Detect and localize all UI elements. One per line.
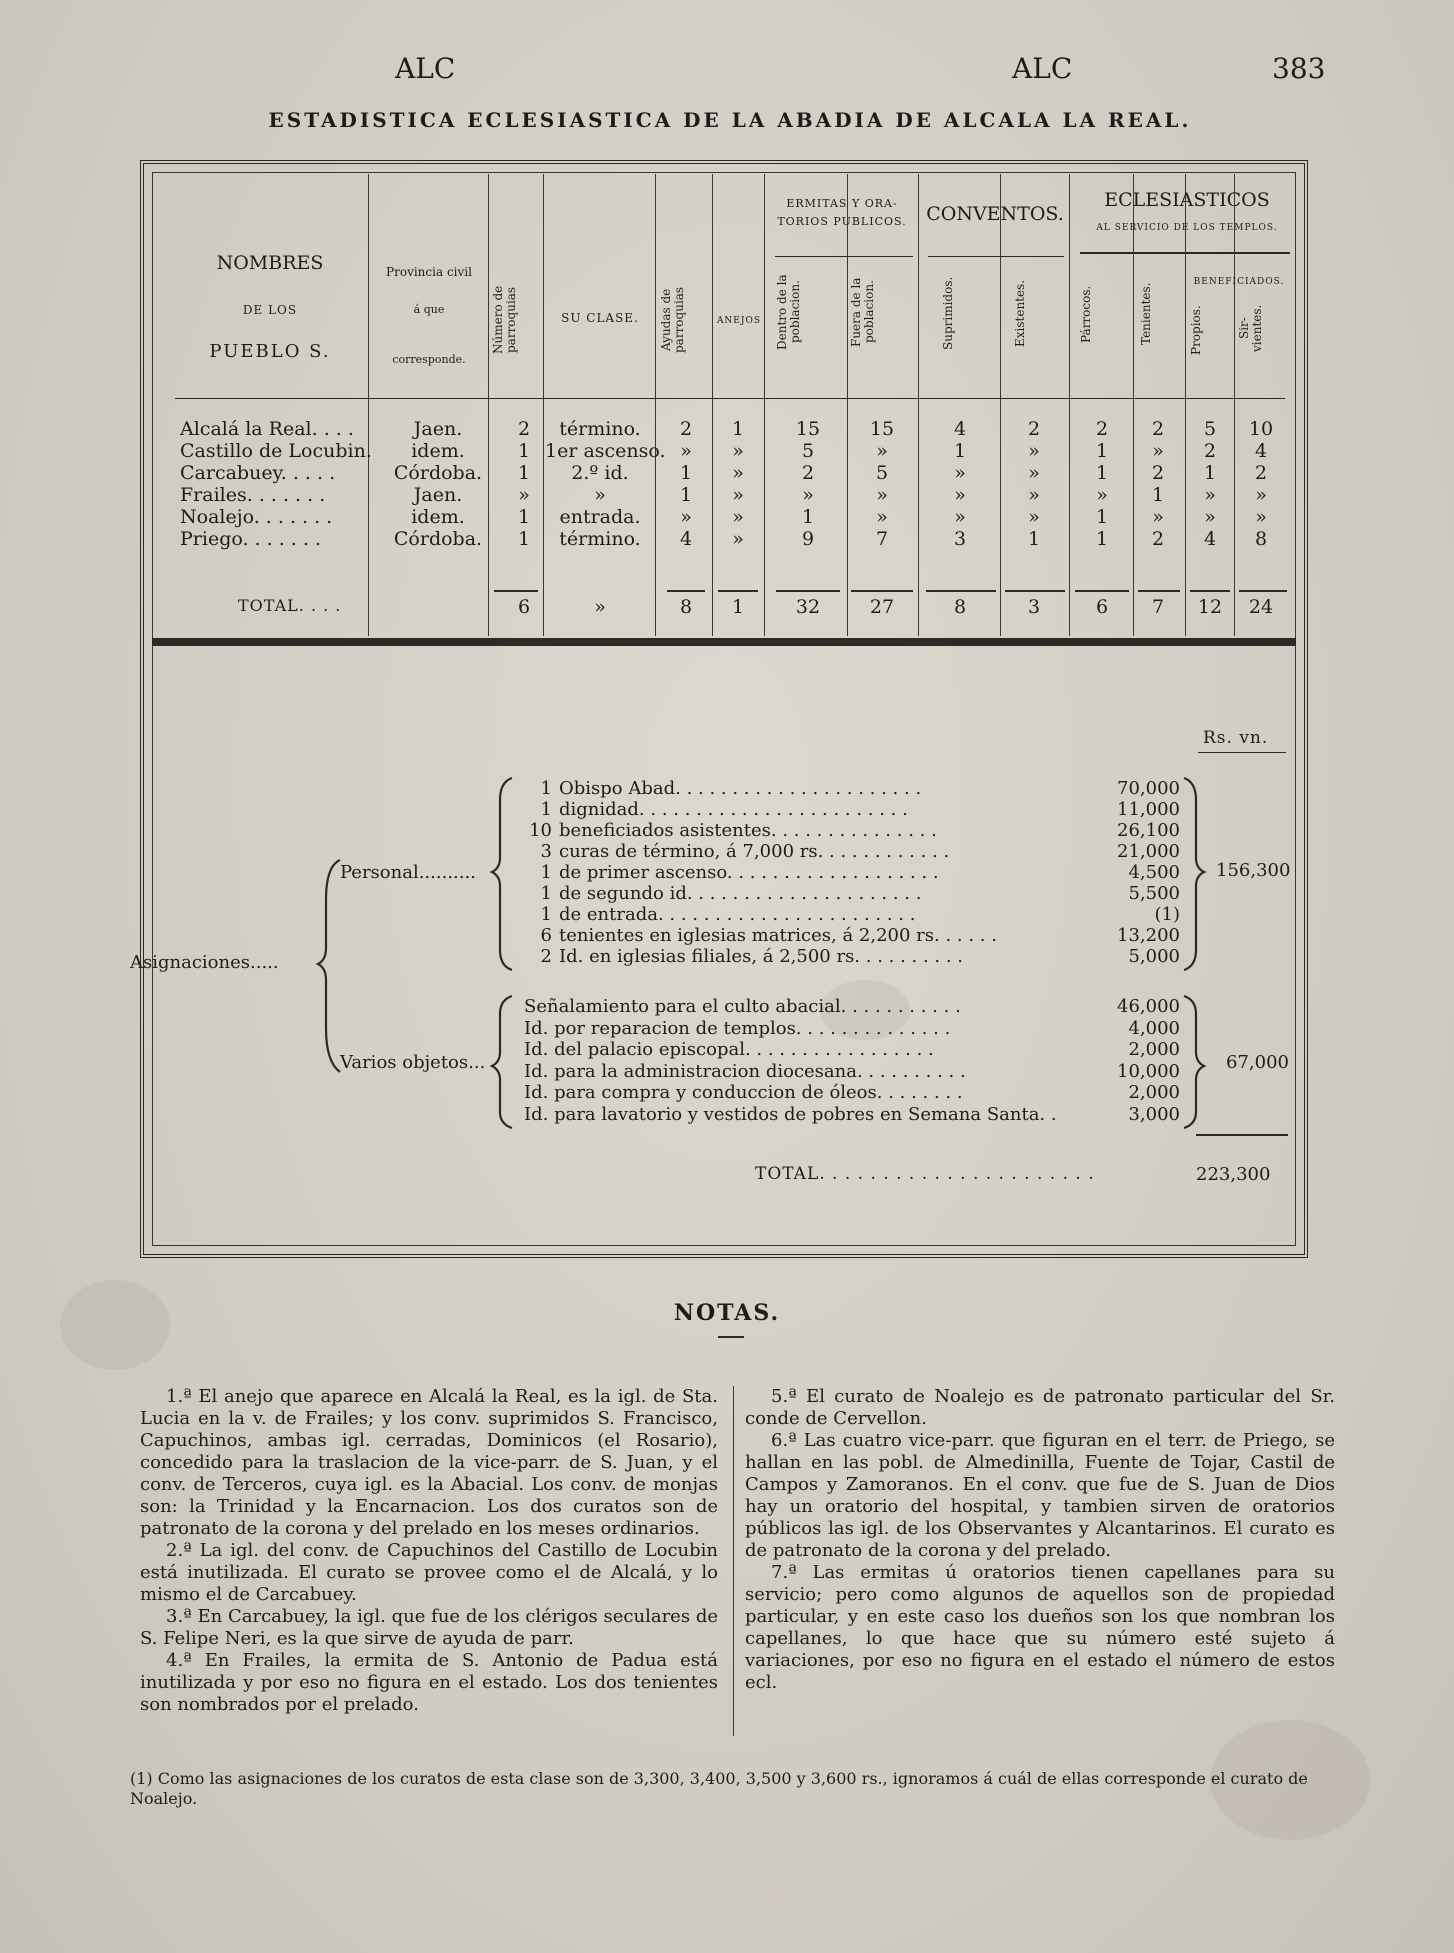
list-item (0, 925, 1454, 947)
list-item (0, 883, 1454, 905)
cell-propios: » (1204, 484, 1216, 506)
cell-prov: idem. (411, 440, 465, 462)
cell-dentro: 15 (795, 418, 821, 440)
personal-desc: Obispo Abad. . . . . . . . . . . . . . . . . . . . . . (559, 778, 922, 799)
header-fuera: Fuera de la poblacion. (849, 277, 876, 347)
cell-anejos: » (732, 506, 744, 528)
note-4: 4.ª En Frailes, la ermita de S. Antonio de Padua está inutilizada y por eso no figura en el estado. Los dos tenientes son nombrados por el prelado. (140, 1650, 718, 1715)
varios-desc: Id. para compra y conduccion de óleos. . . . . . . . (524, 1082, 963, 1103)
note-1: 1.ª El anejo que aparece en Alcalá la Real, es la igl. de Sta. Lucia en la v. de Frailes; y los conv. suprimidos S. Francisco, Capuchinos, ambas igl. cerradas, Dominicos (el Rosario), concedido para la traslacion de la vice-parr. de S. Juan, y el conv. de Terceros, cuya igl. es la Abacial. Los conv. de monjas son: la Trinidad y la Encarnacion. Los dos curatos son de patronato de la corona y del prelado en los meses ordinarios. (140, 1386, 718, 1539)
personal-amount: (1) (1154, 904, 1180, 925)
cell-dentro: 5 (801, 440, 815, 462)
list-item (0, 1018, 1454, 1040)
total-propios: 12 (1197, 596, 1223, 618)
header-ermitas-2: TORIOS PUBLICOS. (777, 215, 907, 228)
list-item (0, 820, 1454, 842)
header-conventos: CONVENTOS. (926, 203, 1064, 225)
cell-clase: término. (559, 528, 641, 550)
header-dentro: Dentro de la poblacion. (775, 274, 802, 350)
cell-clase: 2.º id. (571, 462, 629, 484)
cell-exist: » (1028, 506, 1040, 528)
notes-left-column (140, 1386, 718, 1716)
varios-amount: 2,000 (1128, 1082, 1180, 1103)
total-supr: 8 (953, 596, 967, 618)
cell-tenientes: » (1152, 440, 1164, 462)
cell-parr: 2 (517, 418, 531, 440)
personal-amount: 5,000 (1128, 946, 1180, 967)
total-label: TOTAL. . . . (238, 596, 342, 615)
list-item (0, 1082, 1454, 1104)
cell-supr: » (954, 484, 966, 506)
personal-qty: 1 (540, 778, 552, 799)
grand-total-label: TOTAL. . . . . . . . . . . . . . . . . . . . . . (755, 1164, 1095, 1184)
list-item (0, 799, 1454, 821)
personal-desc: de entrada. . . . . . . . . . . . . . . . . . . . . . . (559, 904, 916, 925)
header-nombres: NOMBRES (216, 252, 324, 274)
cell-sirv: » (1255, 484, 1267, 506)
header-eclesiasticos: ECLESIASTICOS (1104, 189, 1270, 211)
varios-desc: Id. para la administracion diocesana. . . . . . . . . . (524, 1060, 966, 1082)
cell-sirv: 10 (1248, 418, 1274, 440)
list-item (0, 996, 1454, 1018)
cell-parrocos: 1 (1095, 528, 1109, 550)
cell-name: Frailes. . . . . . . (180, 484, 326, 506)
cell-anejos: » (732, 440, 744, 462)
cell-tenientes: 1 (1151, 484, 1165, 506)
total-exist: 3 (1027, 596, 1041, 618)
cell-dentro: 1 (801, 506, 815, 528)
cell-supr: 4 (953, 418, 967, 440)
cell-prov: Córdoba. (393, 462, 483, 484)
personal-qty: 6 (540, 925, 552, 946)
personal-qty: 1 (540, 904, 552, 925)
note-7: 7.ª Las ermitas ú oratorios tienen capellanes para su servicio; pero como algunos de aquellos son de propiedad particular, y en este caso los dueños son los que nombran los capellanes, lo que hace que su número esté sujeto á variaciones, por eso no figura en el estado el número de estos ecl. (745, 1562, 1335, 1693)
cell-sirv: 2 (1254, 462, 1268, 484)
header-ermitas-1: ERMITAS Y ORA- (786, 197, 898, 210)
cell-fuera: » (876, 440, 888, 462)
header-sirvientes: Sir- vientes. (1237, 304, 1264, 352)
total-dentro: 32 (795, 596, 821, 618)
header-su-clase: SU CLASE. (561, 311, 639, 325)
running-head-center: ALC (1012, 52, 1073, 85)
header-al-servicio: AL SERVICIO DE LOS TEMPLOS. (1096, 223, 1278, 233)
cell-parrocos: 1 (1095, 440, 1109, 462)
cell-clase: 1er ascenso. (545, 440, 666, 462)
header-pueblos: PUEBLO S. (209, 341, 331, 362)
header-provincia-2: á que (413, 303, 445, 316)
asignaciones-label: Asignaciones..... (130, 952, 279, 973)
footnote: (1) Como las asignaciones de los curatos de esta clase son de 3,300, 3,400, 3,500 y 3,600 rs., ignoramos á cuál de ellas corresponde el curato de Noalejo. (130, 1769, 1308, 1808)
cell-dentro: 2 (801, 462, 815, 484)
cell-parr: 1 (517, 462, 531, 484)
header-beneficiados: BENEFICIADOS. (1193, 277, 1285, 287)
cell-parrocos: 1 (1095, 462, 1109, 484)
cell-exist: » (1028, 462, 1040, 484)
cell-propios: 2 (1203, 440, 1217, 462)
cell-exist: 2 (1027, 418, 1041, 440)
column-rule (733, 1386, 734, 1736)
cell-clase: término. (559, 418, 641, 440)
personal-qty: 3 (540, 841, 552, 862)
cell-propios: 1 (1203, 462, 1217, 484)
varios-desc: Id. para lavatorio y vestidos de pobres en Semana Santa. . (524, 1103, 1057, 1125)
cell-sirv: » (1255, 506, 1267, 528)
personal-desc: Id. en iglesias filiales, á 2,500 rs. . . . . . . . . . (559, 946, 964, 967)
header-parrocos: Párrocos. (1079, 285, 1093, 343)
list-item (0, 904, 1454, 926)
cell-ayudas: 2 (679, 418, 693, 440)
total-parr: 6 (517, 596, 531, 618)
personal-qty: 2 (540, 946, 552, 967)
cell-fuera: 7 (875, 528, 889, 550)
notes-title: NOTAS. (673, 1300, 781, 1326)
total-ayudas: 8 (679, 596, 693, 618)
note-5: 5.ª El curato de Noalejo es de patronato particular del Sr. conde de Cervellon. (745, 1386, 1335, 1429)
personal-amount: 70,000 (1117, 778, 1180, 799)
personal-desc: de primer ascenso. . . . . . . . . . . . . . . . . . . (559, 862, 939, 883)
personal-qty: 10 (529, 820, 552, 841)
cell-supr: 1 (953, 440, 967, 462)
cell-name: Alcalá la Real. . . . (180, 418, 354, 440)
cell-ayudas: 4 (679, 528, 693, 550)
cell-supr: » (954, 462, 966, 484)
personal-amount: 13,200 (1117, 925, 1180, 946)
personal-desc: beneficiados asistentes. . . . . . . . . . . . . . . (559, 820, 937, 841)
varios-desc: Id. por reparacion de templos. . . . . . . . . . . . . . (524, 1017, 951, 1039)
cell-parr: 1 (517, 528, 531, 550)
header-provincia-3: corresponde. (392, 353, 466, 366)
total-sirv: 24 (1248, 596, 1274, 618)
cell-exist: 1 (1027, 528, 1041, 550)
cell-tenientes: 2 (1151, 528, 1165, 550)
personal-label: Personal.......... (340, 862, 476, 883)
cell-prov: Jaen. (413, 484, 463, 506)
list-item (0, 778, 1454, 800)
varios-amount: 10,000 (1117, 1060, 1180, 1082)
cell-fuera: 5 (875, 462, 889, 484)
cell-anejos: 1 (731, 418, 745, 440)
cell-tenientes: » (1152, 506, 1164, 528)
total-clase: » (594, 596, 606, 618)
cell-parr: 1 (517, 506, 531, 528)
cell-fuera: 15 (869, 418, 895, 440)
cell-supr: » (954, 506, 966, 528)
cell-parrocos: » (1096, 484, 1108, 506)
header-suprimidos: Suprimidos. (941, 276, 955, 350)
cell-anejos: » (732, 528, 744, 550)
cell-clase: entrada. (559, 506, 641, 528)
header-existentes: Existentes. (1013, 279, 1027, 347)
varios-label: Varios objetos... (340, 1052, 486, 1073)
cell-exist: » (1028, 484, 1040, 506)
cell-ayudas: » (680, 440, 692, 462)
total-tenientes: 7 (1151, 596, 1165, 618)
notes-right-column (745, 1386, 1335, 1694)
personal-amount: 5,500 (1128, 883, 1180, 904)
cell-parrocos: 2 (1095, 418, 1109, 440)
personal-desc: curas de término, á 7,000 rs. . . . . . . . . . . . (559, 841, 950, 862)
cell-anejos: » (732, 462, 744, 484)
header-de-los: DE LOS (242, 303, 298, 317)
cell-tenientes: 2 (1151, 462, 1165, 484)
varios-amount: 2,000 (1128, 1039, 1180, 1060)
header-propios: Propios. (1189, 305, 1203, 355)
cell-propios: 4 (1203, 528, 1217, 550)
personal-qty: 1 (540, 799, 552, 820)
list-item (0, 1104, 1454, 1126)
header-num-parroquias: Número de parroquias (491, 285, 518, 355)
cell-sirv: 4 (1254, 440, 1268, 462)
cell-name: Noalejo. . . . . . . (180, 506, 333, 528)
cell-parrocos: 1 (1095, 506, 1109, 528)
cell-propios: 5 (1203, 418, 1217, 440)
personal-amount: 4,500 (1128, 862, 1180, 883)
cell-prov: Jaen. (413, 418, 463, 440)
personal-total: 156,300 (1216, 860, 1291, 881)
personal-qty: 1 (540, 883, 552, 904)
personal-desc: tenientes en iglesias matrices, á 2,200 rs. . . . . . (559, 925, 997, 946)
cell-sirv: 8 (1254, 528, 1268, 550)
personal-amount: 11,000 (1117, 799, 1180, 820)
notes-divider (718, 1336, 744, 1338)
personal-amount: 21,000 (1117, 841, 1180, 862)
cell-ayudas: 1 (679, 462, 693, 484)
personal-amount: 26,100 (1117, 820, 1180, 841)
cell-supr: 3 (953, 528, 967, 550)
note-6: 6.ª Las cuatro vice-parr. que figuran en el terr. de Priego, se hallan en las pobl. de Almedinilla, Fuente de Tojar, Castil de Campos y Zamoranos. En el conv. que fue de S. Juan de Dios hay un oratorio del hospital, y tambien sirven de oratorios públicos las igl. de los Observantes y Alcantarinos. El curato es de patronato de la corona y del prelado. (745, 1430, 1335, 1561)
header-provincia-1: Provincia civil (386, 265, 472, 279)
cell-exist: » (1028, 440, 1040, 462)
note-2: 2.ª La igl. del conv. de Capuchinos del Castillo de Locubin está inutilizada. El curato se provee como el de Alcalá, y lo mismo el de Carcabuey. (140, 1540, 718, 1605)
page-title: ESTADISTICA ECLESIASTICA DE LA ABADIA DE ALCALA LA REAL. (268, 108, 1192, 132)
varios-desc: Id. del palacio episcopal. . . . . . . . . . . . . . . . . (524, 1039, 934, 1060)
total-fuera: 27 (869, 596, 895, 618)
personal-desc: dignidad. . . . . . . . . . . . . . . . . . . . . . . . (559, 799, 908, 820)
grand-total: 223,300 (1196, 1164, 1271, 1185)
cell-dentro: » (802, 484, 814, 506)
cell-anejos: » (732, 484, 744, 506)
running-head-left: ALC (395, 52, 456, 85)
total-anejos: 1 (731, 596, 745, 618)
cell-dentro: 9 (801, 528, 815, 550)
cell-fuera: » (876, 484, 888, 506)
cell-clase: » (594, 484, 606, 506)
cell-prov: idem. (411, 506, 465, 528)
cell-parr: » (518, 484, 530, 506)
varios-amount: 3,000 (1128, 1103, 1180, 1125)
varios-amount: 4,000 (1128, 1017, 1180, 1039)
currency-header: Rs. vn. (1203, 728, 1269, 748)
personal-desc: de segundo id. . . . . . . . . . . . . . . . . . . . . (559, 883, 922, 904)
note-3: 3.ª En Carcabuey, la igl. que fue de los clérigos seculares de S. Felipe Neri, es la que sirve de ayuda de parr. (140, 1606, 718, 1649)
cell-name: Priego. . . . . . . (180, 528, 321, 550)
varios-total: 67,000 (1226, 1052, 1289, 1073)
personal-qty: 1 (540, 862, 552, 883)
total-parrocos: 6 (1095, 596, 1109, 618)
list-item (0, 946, 1454, 968)
varios-amount: 46,000 (1117, 996, 1180, 1017)
header-anejos: ANEJOS (716, 316, 762, 326)
cell-ayudas: 1 (679, 484, 693, 506)
header-ayudas: Ayudas de parroquias (659, 286, 686, 354)
cell-tenientes: 2 (1151, 418, 1165, 440)
cell-propios: » (1204, 506, 1216, 528)
page-number: 383 (1272, 52, 1326, 85)
cell-name: Castillo de Locubin. (180, 440, 372, 462)
cell-ayudas: » (680, 506, 692, 528)
cell-parr: 1 (517, 440, 531, 462)
varios-desc: Señalamiento para el culto abacial. . . . . . . . . . . (524, 996, 961, 1017)
cell-fuera: » (876, 506, 888, 528)
header-tenientes: Tenientes. (1139, 282, 1153, 346)
cell-prov: Córdoba. (393, 528, 483, 550)
cell-name: Carcabuey. . . . . (180, 462, 336, 484)
